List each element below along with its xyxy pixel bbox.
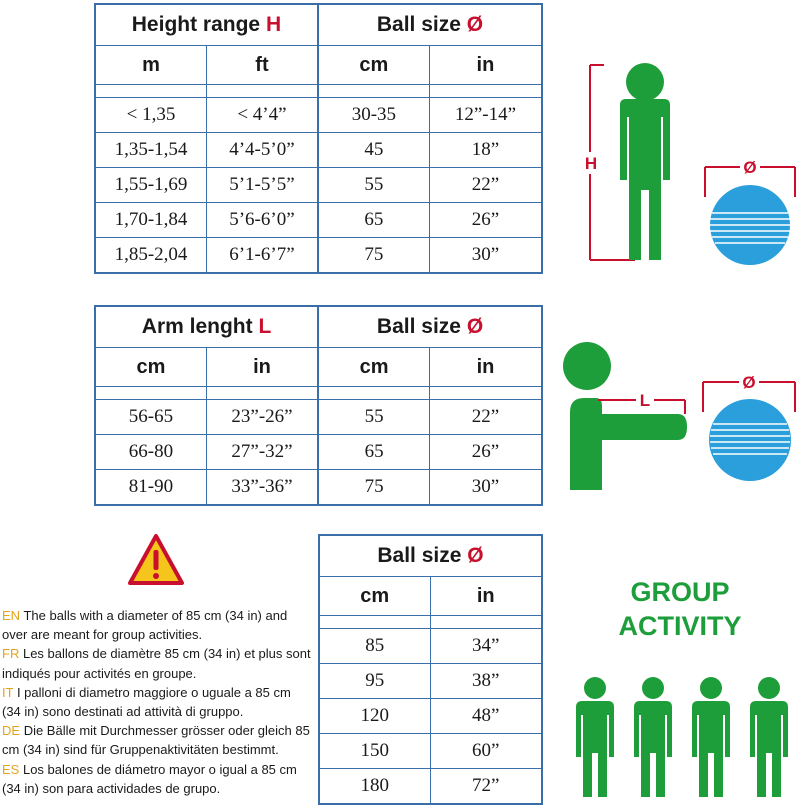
unit-header: cm [95,348,206,387]
height-size-table [94,3,543,274]
table-row [319,699,542,734]
unit-header: ft [206,46,317,85]
table-cell: 65 [318,435,429,470]
table-cell: 38” [430,664,542,699]
table-cell: 66-80 [95,435,206,470]
table-row [95,98,542,133]
table-cell: 30” [430,470,542,506]
note-en: EN The balls with a diameter of 85 cm (34 in) and over are meant for group activities. [2,608,288,643]
table-row [319,734,542,769]
table-cell: 95 [319,664,430,699]
table-cell: 56-65 [95,400,206,435]
arm-length-header: Arm lenght L [95,306,318,348]
table-cell: 12”-14” [429,98,542,133]
table-row [95,400,542,435]
table-cell: 5’6-6’0” [206,203,317,238]
ball-size-header: Ball size Ø [318,4,542,46]
table-cell: < 1,35 [95,98,206,133]
table-row [95,470,542,506]
table-cell: 45 [318,133,429,168]
table-cell: 22” [430,400,542,435]
table-cell: < 4’4” [206,98,317,133]
table-row [95,133,542,168]
table-cell: 34” [430,629,542,664]
table-cell: 180 [319,769,430,805]
diameter-label: Ø [742,373,756,392]
table-row [319,769,542,805]
table-cell: 75 [318,470,429,506]
table-row [95,168,542,203]
ball-icon [709,399,791,481]
table-cell: 5’1-5’5” [206,168,317,203]
diameter-label: Ø [743,158,757,177]
unit-header: cm [318,46,429,85]
table-cell: 1,85-2,04 [95,238,206,274]
table-row [319,664,542,699]
table-cell: 27”-32” [206,435,318,470]
table-cell: 65 [318,203,429,238]
person-arm-icon [563,342,687,490]
table-cell: 150 [319,734,430,769]
unit-header: in [206,348,318,387]
unit-header: in [430,348,542,387]
note-de: DE Die Bälle mit Durchmesser grösser oder gleich 85 cm (34 in) sind für Gruppenaktivitäten bestimmt. [2,723,310,758]
table-cell: 81-90 [95,470,206,506]
table-row [95,203,542,238]
group-activity-title: GROUP ACTIVITY [618,577,742,641]
arm-size-table [94,305,543,506]
table-row [95,238,542,274]
height-label: H [584,154,598,173]
table-cell: 1,70-1,84 [95,203,206,238]
height-diagram [580,55,800,270]
ball-size-header: Ball size Ø [319,535,542,577]
note-it: IT I palloni di diametro maggiore o uguale a 85 cm (34 in) sono destinati ad attività di gruppo. [2,684,291,720]
table-cell: 6’1-6’7” [206,238,317,274]
table-cell: 4’4-5’0” [206,133,317,168]
table-cell: 60” [430,734,542,769]
unit-header: cm [319,577,430,616]
ball-size-header: Ball size Ø [318,306,542,348]
note-es: ES Los balones de diámetro mayor o igual a 85 cm (34 in) son para actividades de grupo. [2,761,297,796]
table-row [95,435,542,470]
table-cell: 30” [429,238,542,274]
unit-header: cm [318,348,429,387]
table-cell: 120 [319,699,430,734]
table-cell: 55 [318,400,429,435]
table-cell: 1,35-1,54 [95,133,206,168]
table-cell: 26” [429,203,542,238]
table-cell: 26” [430,435,542,470]
table-cell: 72” [430,769,542,805]
note-fr: FR Les ballons de diamètre 85 cm (34 in) et plus sont indiqués pour activités en groupe. [2,646,311,681]
table-cell: 23”-26” [206,400,318,435]
ball-icon [710,185,790,265]
arm-length-label: L [639,391,651,410]
unit-header: in [429,46,542,85]
table-cell: 33”-36” [206,470,318,506]
arm-diagram [560,340,800,490]
height-range-header: Height range H [95,4,318,46]
unit-header: m [95,46,206,85]
warning-icon [127,533,185,587]
table-cell: 30-35 [318,98,429,133]
table-cell: 55 [318,168,429,203]
group-ball-size-table [318,534,543,805]
person-standing-icon [620,63,670,260]
table-cell: 18” [429,133,542,168]
table-cell: 1,55-1,69 [95,168,206,203]
table-cell: 22” [429,168,542,203]
unit-header: in [430,577,542,616]
table-cell: 48” [430,699,542,734]
group-activity-note [2,606,312,798]
table-cell: 75 [318,238,429,274]
table-cell: 85 [319,629,430,664]
group-people-icon [570,675,795,800]
table-row [319,629,542,664]
